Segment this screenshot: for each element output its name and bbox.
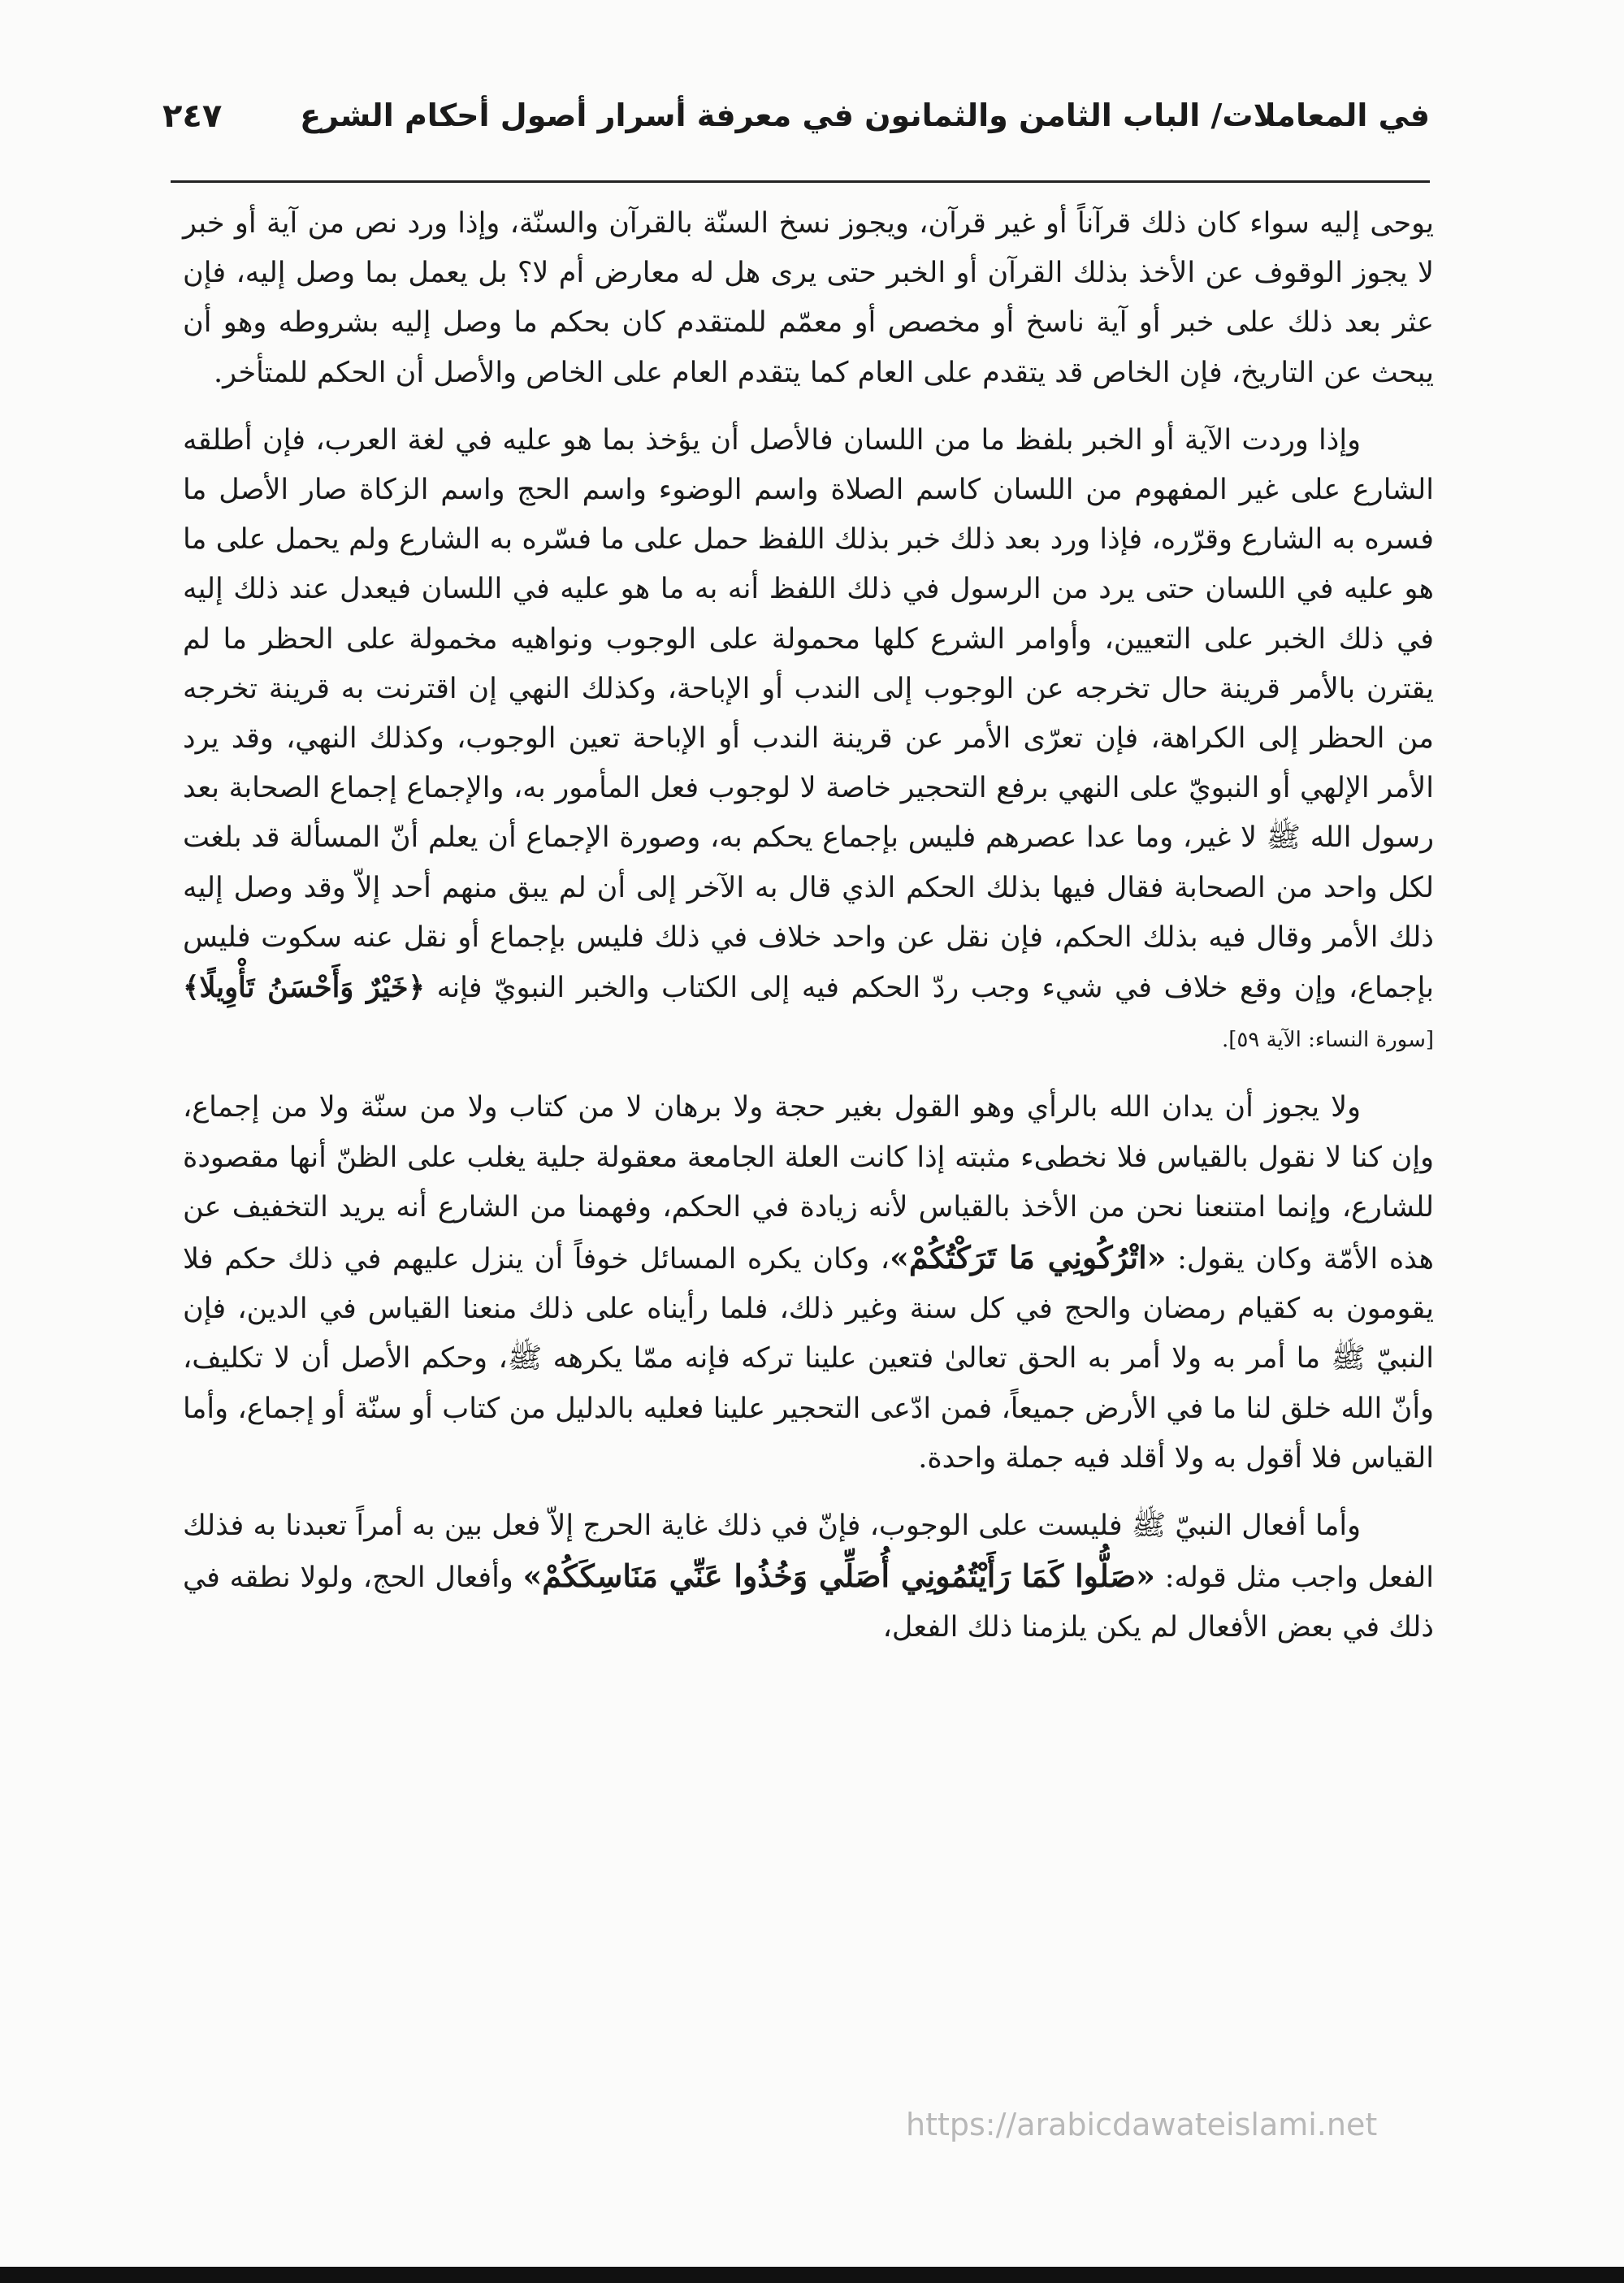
quran-reference: [سورة النساء: الآية ٥٩]. <box>1221 1028 1434 1053</box>
header-divider <box>171 180 1430 183</box>
page-number: ٢٤٧ <box>162 97 223 135</box>
paragraph-2-text: وإذا وردت الآية أو الخبر بلفظ ما من اللسان فالأصل أن يؤخذ بما هو عليه في لغة العرب، فإن أطلقه الشارع على غير المفهوم من اللسان كاسم الصلاة واسم الوضوء واسم الحج واسم الزكاة صار الأصل ما فسره به الشارع وقرّره، فإذا ورد بعد ذلك خبر بذلك اللفظ حمل على ما فسّره به الشارع ولم يحمل على ما هو عليه في اللسان حتى يرد من الرسول في ذلك اللفظ أنه به ما هو عليه في اللسان فيعدل عند ذلك إليه في ذلك الخبر على التعيين، وأوامر الشرع كلها محمولة على الوجوب ونواهيه مخمولة على الحظر ما لم يقترن بالأمر قرينة حال تخرجه عن الوجوب إلى الندب أو الإباحة، وكذلك النهي إن اقترنت به قرينة تخرجه من الحظر إلى الكراهة، فإن تعرّى الأمر عن قرينة الندب أو الإباحة تعين الوجوب، وكذلك النهي، وقد يرد الأمر الإلهي أو النبويّ على النهي برفع التحجير خاصة لا لوجوب فعل المأمور به، والإجماع إجماع الصحابة بعد رسول الله ﷺ لا غير، وما عدا عصرهم فليس بإجماع يحكم به، وصورة الإجماع أن يعلم أنّ المسألة قد بلغت لكل واحد من الصحابة فقال فيها بذلك الحكم الذي قال به الآخر إلى أن لم يبق منهم أحد إلاّ وقد وصل إليه ذلك الأمر وقال فيه بذلك الحكم، فإن نقل عن واحد خلاف في ذلك فليس بإجماع أو نقل عنه سكوت فليس بإجماع، وإن وقع خلاف في شيء وجب ردّ الحكم فيه إلى الكتاب والخبر النبويّ فإنه <box>183 423 1434 1005</box>
scan-bottom-edge <box>0 2267 1624 2283</box>
paragraph-2 <box>183 416 1434 1066</box>
running-title: في المعاملات/ الباب الثامن والثمانون في معرفة أسرار أصول أحكام الشرع <box>300 97 1430 133</box>
paragraph-4-text: وأما أفعال النبيّ ﷺ فليست على الوجوب، فإنّ في ذلك غاية الحرج إلاّ فعل بين به أمراً تعبدنا به فذلك الفعل واجب مثل قوله: <box>183 1510 1434 1595</box>
paragraph-4-rest: وأفعال الحج، ولولا نطقه في ذلك في بعض الأفعال لم يكن يلزمنا ذلك الفعل، <box>183 1562 1434 1644</box>
hadith-quote-2: «صَلُّوا كَمَا رَأَيْتُمُونِي أُصَلِّي وَخُذُوا عَنِّي مَنَاسِكَكُمْ» <box>522 1557 1155 1595</box>
paragraph-3-text: ولا يجوز أن يدان الله بالرأي وهو القول بغير حجة ولا برهان لا من كتاب ولا من سنّة ولا من إجماع، وإن كنا لا نقول بالقياس فلا نخطىء مثبته إذا كانت العلة الجامعة معقولة جلية يغلب على الظنّ أنها مقصودة للشارع، وإنما امتنعنا نحن من الأخذ بالقياس لأنه زيادة في الحكم، وفهمنا من الشارع أنه يريد التخفيف عن هذه الأمّة وكان يقول: <box>183 1091 1434 1276</box>
paragraph-1: يوحى إليه سواء كان ذلك قرآناً أو غير قرآن، ويجوز نسخ السنّة بالقرآن والسنّة، وإذا ورد نص من آية أو خبر لا يجوز الوقوف عن الأخذ بذلك القرآن أو الخبر حتى يرى هل له معارض أم لا؟ بل يعمل بما وصل إليه، فإن عثر بعد ذلك على خبر أو آية ناسخ أو مخصص أو معمّم للمتقدم كان بحكم ما وصل إليه بشروطه وهو أن يبحث عن التاريخ، فإن الخاص قد يتقدم على العام كما يتقدم العام على الخاص والأصل أن الحكم للمتأخر. <box>183 207 1434 389</box>
paragraph-3-rest: ، وكان يكره المسائل خوفاً أن ينزل عليهم في ذلك حكم فلا يقومون به كقيام رمضان والحج في كل سنة وغير ذلك، فلما رأيناه على ذلك منعنا القياس في الدين، فإن النبيّ ﷺ ما أمر به ولا أمر به الحق تعالىٰ فتعين علينا تركه فإنه ممّا يكرهه ﷺ، وحكم الأصل أن لا تكليف، وأنّ الله خلق لنا ما في الأرض جميعاً، فمن ادّعى التحجير علينا فعليه بالدليل من كتاب أو سنّة أو إجماع، وأما القياس فلا أقول به ولا أقلد فيه جملة واحدة. <box>183 1243 1434 1475</box>
page-header <box>162 97 1430 154</box>
site-watermark: https://arabicdawateislami.net <box>906 2107 1378 2142</box>
quran-quote: ﴿خَيْرٌ وَأَحْسَنُ تَأْوِيلًا﴾ <box>183 971 425 1005</box>
hadith-quote-1: «اتْرُكُونِي مَا تَرَكْتُكُمْ» <box>890 1239 1167 1276</box>
paragraph-4 <box>183 1501 1434 1653</box>
page-body <box>183 199 1434 1653</box>
paragraph-3 <box>183 1083 1434 1484</box>
